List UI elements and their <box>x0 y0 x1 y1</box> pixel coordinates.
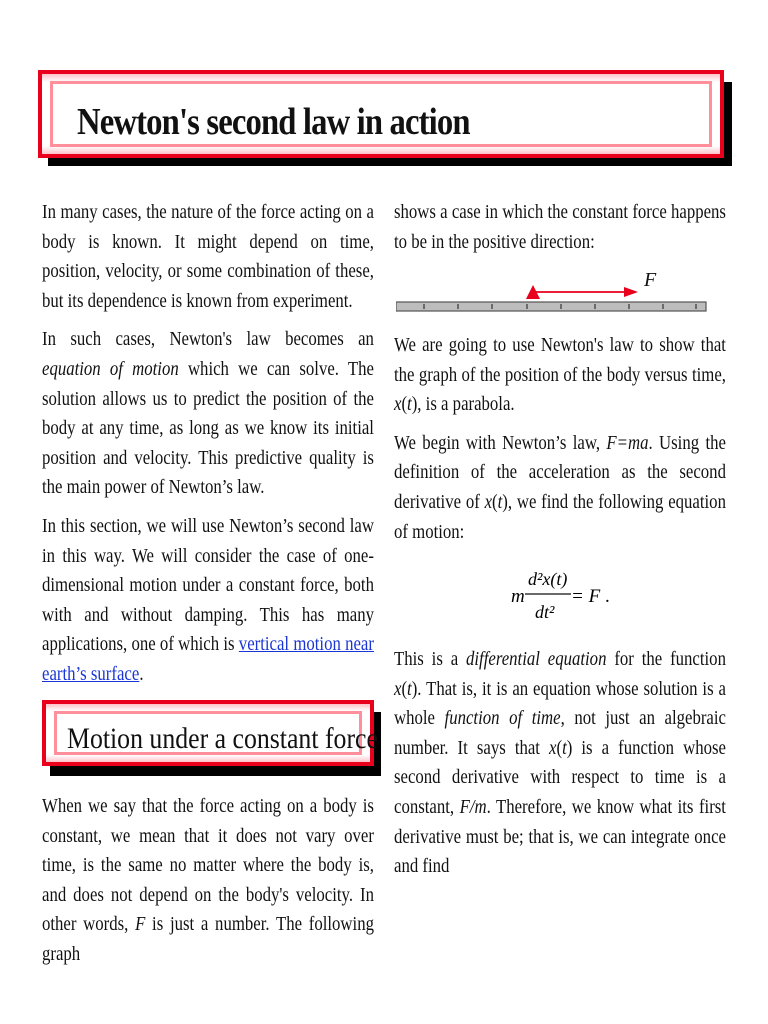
left-column-lower <box>42 792 374 979</box>
emphasis-text: t <box>497 491 503 513</box>
paragraph-text: which we can solve. The solution allows us to predict the position of the body at any time, as long as we know its initial position and velocity. This predictive quality is the main power of Newton’s law. <box>42 358 374 499</box>
paragraph-4 <box>42 792 374 970</box>
emphasis-text: t <box>562 737 567 759</box>
formula-period: . <box>605 586 610 607</box>
force-diagram <box>396 270 708 326</box>
paragraph-text: When we say that the force acting on a body is constant, we mean that it does not vary over time, is the same no matter where the body is, and does not depend on the body's velocity. In other words, <box>42 796 374 936</box>
emphasis-text: x <box>484 491 493 513</box>
emphasis-text: x <box>394 394 402 416</box>
paragraph-text: for the function <box>606 649 726 670</box>
formula-numerator: d²x(t) <box>528 569 568 589</box>
track-bar <box>396 302 706 311</box>
paragraph-text: In many cases, the nature of the force acting on a body is known. It might depend on time, position, velocity, or some combination of these, but its dependence is known from experiment. <box>42 202 374 312</box>
left-column <box>42 198 374 699</box>
emphasis-text: function of time <box>444 708 561 730</box>
emphasis-text: F/m <box>459 796 487 818</box>
title-banner <box>38 70 724 158</box>
section-banner-inner <box>54 711 378 755</box>
paragraph-text: , we find the following equation of motion: <box>394 491 726 543</box>
paragraph-text: shows a case in which the constant force happens to be in the positive direction: <box>394 202 726 253</box>
right-column-text-middle <box>394 331 726 547</box>
paragraph-1 <box>42 198 374 316</box>
paragraph-text: . Therefore, we know what its first derivative must be; that is, we can integrate once and find <box>394 796 726 878</box>
paragraph-text: We begin with Newton’s law, <box>394 432 607 454</box>
right-column-middle <box>394 331 726 556</box>
emphasis-text: t <box>407 394 412 416</box>
emphasis-text: x <box>394 678 402 700</box>
left-column-lower-text <box>42 792 374 970</box>
paragraph-text: , not just an algebraic number. It says that <box>394 708 726 759</box>
paragraph-text: In this section, we will use Newton’s second law in this way. We will consider the case of one-dimensional motion under a constant force, both with and without damping. This has many applications, one of which is <box>42 515 374 656</box>
emphasis-text: differential equation <box>466 649 607 670</box>
paragraph-r1 <box>394 198 726 257</box>
section-banner <box>42 700 378 766</box>
formula-rhs: = F <box>571 586 601 607</box>
left-column-text <box>42 198 374 690</box>
formula-denominator: dt² <box>535 602 555 622</box>
paragraph-2 <box>42 325 374 503</box>
paragraph-text: In such cases, Newton's law becomes an <box>42 329 374 351</box>
right-column-text-top <box>394 198 726 257</box>
right-column-text-lower <box>394 645 726 882</box>
vertical-motion-link[interactable]: vertical motion near earth’s surface <box>42 634 374 685</box>
emphasis-text: equation of motion <box>42 358 179 380</box>
paragraph-text: This is a <box>394 649 467 670</box>
section-heading: Motion under a constant force <box>67 722 378 755</box>
force-arrow-head <box>624 287 638 297</box>
force-label: F <box>644 270 657 291</box>
paragraph-text: . Using the definition of the acceleration as the second derivative of <box>394 432 726 513</box>
paragraph-text: is a function whose second derivative with respect to time is a constant, <box>394 737 726 818</box>
emphasis-text: t <box>407 678 412 700</box>
paragraph-text: is just a number. The following graph <box>42 914 374 965</box>
equation-of-motion <box>505 563 635 625</box>
paragraph-text: . <box>139 663 144 685</box>
right-column <box>394 198 726 266</box>
page-title: Newton's second law in action <box>77 101 470 143</box>
emphasis-text: F=ma <box>606 432 649 454</box>
paragraph-text: . That is, it is an equation whose solution is a whole <box>394 678 726 730</box>
emphasis-text: F <box>135 914 146 936</box>
paragraph-text: We are going to use Newton's law to show that the graph of the position of the body versus time, <box>394 335 726 386</box>
paragraph-r2: We are going to use Newton's law to show that the graph of the position of the body versus time, x(t), is a parabola. <box>394 335 726 416</box>
title-banner-inner <box>50 81 712 147</box>
paragraph-r4: This is a differential equation for the function x(t). That is, it is an equation whose solution is a whole function of time, not just an algebraic number. It says that x(t) is a function whose second derivative with respect to time is a constant, F/m. Therefore, we know what its first derivative must be; that is, we can integrate once and find <box>394 649 726 878</box>
paragraph-r3: We begin with Newton’s law, F=ma. Using the definition of the acceleration as the second derivative of x(t), we find the following equation of motion: <box>394 432 726 543</box>
paragraph-text: , is a parabola. <box>417 394 515 416</box>
emphasis-text: x <box>549 737 557 759</box>
formula-mass: m <box>511 586 525 607</box>
paragraph-3 <box>42 512 374 690</box>
right-column-lower <box>394 645 726 891</box>
